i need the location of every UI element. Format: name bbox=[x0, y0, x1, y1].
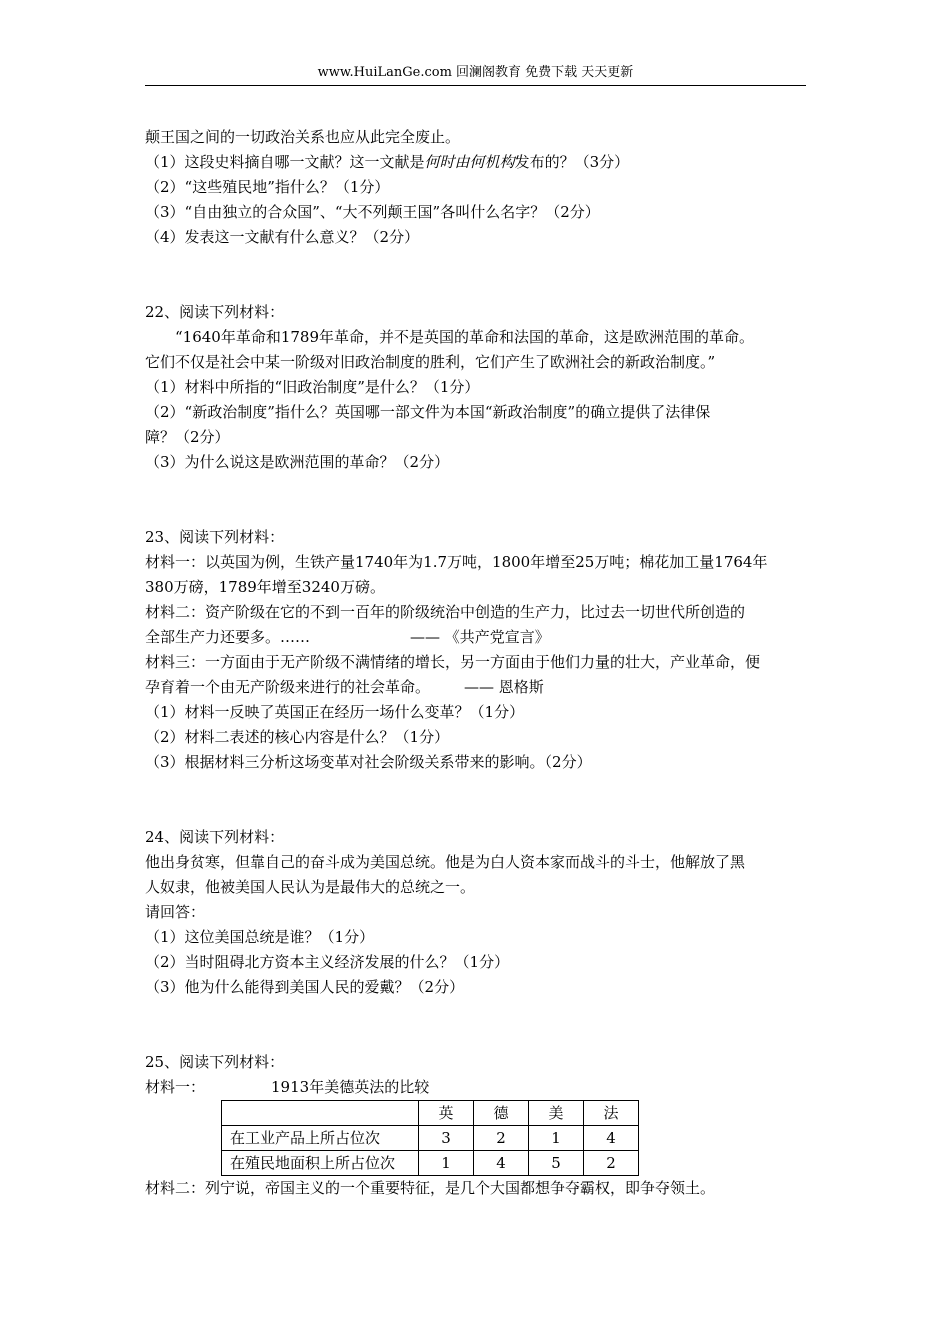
table-header-cell bbox=[222, 1101, 419, 1126]
table-row bbox=[222, 1126, 639, 1151]
table-cell: 2 bbox=[474, 1126, 529, 1151]
q22-title: 22、阅读下列材料： bbox=[145, 303, 285, 321]
q23-m2-line2 bbox=[145, 625, 807, 650]
q24-title: 24、阅读下列材料： bbox=[145, 828, 285, 846]
q23-sub1: （1）材料一反映了英国正在经历一场什么变革？（1分） bbox=[145, 703, 525, 721]
q23-m1-line2: 380万磅，1789年增至3240万磅。 bbox=[145, 578, 385, 596]
q23-title: 23、阅读下列材料： bbox=[145, 528, 285, 546]
table-header-row bbox=[222, 1101, 639, 1126]
table-cell: 4 bbox=[474, 1151, 529, 1176]
q21-sub1-a: （1）这段史料摘自哪一文献？这一文献是 bbox=[145, 153, 425, 171]
q23-m2-line1: 材料二：资产阶级在它的不到一百年的阶级统治中创造的生产力，比过去一切世代所创造的 bbox=[145, 603, 746, 621]
q25-m1-label: 材料一： bbox=[145, 1078, 206, 1096]
q23-m2-source: —— 《共产党宣言》 bbox=[410, 628, 550, 646]
spacer bbox=[145, 775, 807, 825]
q22-quote-line2: 它们不仅是社会中某一阶级对旧政治制度的胜利，它们产生了欧洲社会的新政治制度。” bbox=[145, 353, 716, 371]
q23-m1-line1: 材料一：以英国为例，生铁产量1740年为1.7万吨，1800年增至25万吨；棉花加工量1764年 bbox=[145, 553, 768, 571]
table-header-cell: 英 bbox=[419, 1101, 474, 1126]
q25-m1-row bbox=[145, 1075, 807, 1100]
q22-sub2-line2: 障？（2分） bbox=[145, 428, 230, 446]
table-header-cell: 法 bbox=[584, 1101, 639, 1126]
table-row bbox=[222, 1151, 639, 1176]
table-cell: 1 bbox=[419, 1151, 474, 1176]
spacer bbox=[145, 475, 807, 525]
spacer bbox=[145, 1000, 807, 1050]
q24-sub1: （1）这位美国总统是谁？（1分） bbox=[145, 928, 375, 946]
q23-m3-line2 bbox=[145, 675, 807, 700]
q22-sub1: （1）材料中所指的“旧政治制度”是什么？（1分） bbox=[145, 378, 480, 396]
q22-sub2-line1: （2）“新政治制度”指什么？英国哪一部文件为本国“新政治制度”的确立提供了法律保 bbox=[145, 403, 711, 421]
q24-sub2: （2）当时阻碍北方资本主义经济发展的什么？（1分） bbox=[145, 953, 510, 971]
q24-ask: 请回答： bbox=[145, 903, 206, 921]
q21-sub4: （4）发表这一文献有什么意义？（2分） bbox=[145, 228, 420, 246]
q23-m3-line1: 材料三：一方面由于无产阶级不满情绪的增长，另一方面由于他们力量的壮大，产业革命，便 bbox=[145, 653, 761, 671]
q21-text: 颠王国之间的一切政治关系也应从此完全废止。 bbox=[145, 128, 461, 146]
table-cell: 3 bbox=[419, 1126, 474, 1151]
q24-passage-line1: 他出身贫寒，但靠自己的奋斗成为美国总统。他是为白人资本家而战斗的斗士，他解放了黑 bbox=[145, 853, 746, 871]
q22-sub3: （3）为什么说这是欧洲范围的革命？（2分） bbox=[145, 453, 450, 471]
table-cell: 1 bbox=[529, 1126, 584, 1151]
table-cell: 4 bbox=[584, 1126, 639, 1151]
q23-sub2: （2）材料二表述的核心内容是什么？（1分） bbox=[145, 728, 450, 746]
q23-m2-text: 全部生产力还要多。…… bbox=[145, 628, 311, 646]
q22-quote-line1: “1640年革命和1789年革命，并不是英国的革命和法国的革命，这是欧洲范围的革命。 bbox=[175, 328, 755, 346]
q21-sub3: （3）“自由独立的合众国”、“大不列颠王国”各叫什么名字？（2分） bbox=[145, 203, 600, 221]
q21-sub1-b: 发布的？（3分） bbox=[514, 153, 630, 171]
q25-m2: 材料二：列宁说，帝国主义的一个重要特征，是几个大国都想争夺霸权，即争夺领土。 bbox=[145, 1179, 716, 1197]
q24-sub3: （3）他为什么能得到美国人民的爱戴？（2分） bbox=[145, 978, 465, 996]
comparison-table bbox=[221, 1100, 639, 1176]
q25-title: 25、阅读下列材料： bbox=[145, 1053, 285, 1071]
spacer bbox=[145, 250, 807, 300]
table-row-label: 在殖民地面积上所占位次 bbox=[222, 1151, 419, 1176]
q23-m3-source: —— 恩格斯 bbox=[464, 678, 544, 696]
header-rule bbox=[145, 85, 806, 86]
table-cell: 5 bbox=[529, 1151, 584, 1176]
table-cell: 2 bbox=[584, 1151, 639, 1176]
q21-sub1 bbox=[145, 150, 807, 175]
table-row-label: 在工业产品上所占位次 bbox=[222, 1126, 419, 1151]
q23-m3-text: 孕育着一个由无产阶级来进行的社会革命。 bbox=[145, 678, 431, 696]
q21-sub1-em: 何时由何机构 bbox=[424, 153, 515, 171]
document-body bbox=[145, 125, 807, 1201]
q24-passage-line2: 人奴隶，他被美国人民认为是最伟大的总统之一。 bbox=[145, 878, 476, 896]
page-header: www.HuiLanGe.com 回澜阁教育 免费下载 天天更新 bbox=[317, 65, 634, 80]
q23-sub3: （3）根据材料三分析这场变革对社会阶级关系带来的影响。（2分） bbox=[145, 753, 592, 771]
table-header-cell: 德 bbox=[474, 1101, 529, 1126]
q21-sub2: （2）“这些殖民地”指什么？（1分） bbox=[145, 178, 390, 196]
q25-table-caption: 1913年美德英法的比较 bbox=[271, 1078, 430, 1096]
table-header-cell: 美 bbox=[529, 1101, 584, 1126]
